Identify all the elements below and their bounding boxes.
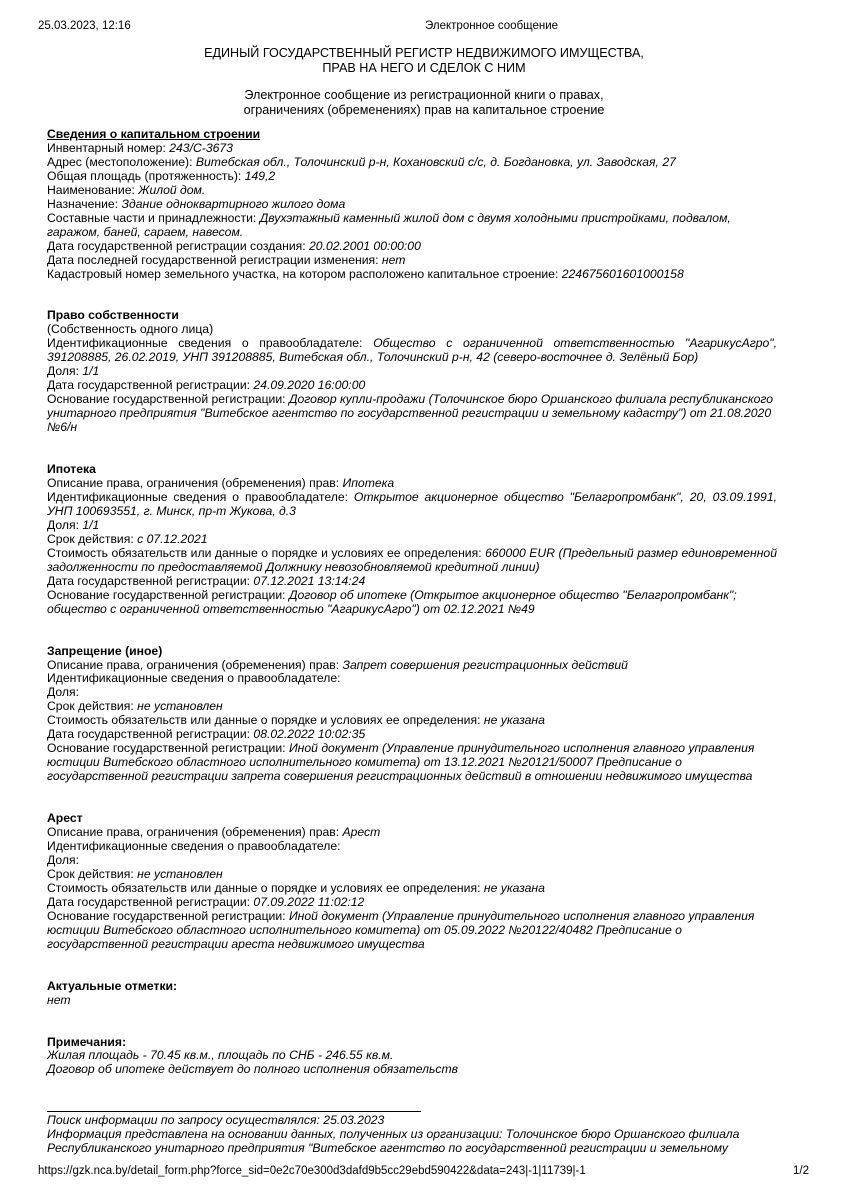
ownership-reg-date-field [47, 379, 777, 393]
name-value: Жилой дом. [138, 182, 206, 197]
area-field [47, 170, 777, 184]
reg-changed-label: Дата последней государственной регистрации изменения: [47, 252, 382, 267]
mortgage-reg-date-field [47, 575, 777, 589]
mortgage-term-label: Срок действия: [47, 531, 138, 546]
purpose-label: Назначение: [47, 196, 122, 211]
notes-line2: Договор об ипотеке действует до полного исполнения обязательств [47, 1062, 459, 1077]
footnote-separator [47, 1111, 421, 1112]
mortgage-desc-value: Ипотека [342, 476, 395, 491]
mortgage-section-title: Ипотека [47, 462, 96, 477]
prohibition-term-field [47, 700, 777, 714]
arrest-share-label: Доля: [47, 852, 79, 867]
ownership-share-label: Доля: [47, 364, 83, 379]
reg-created-label: Дата государственной регистрации создания: [47, 238, 310, 253]
document-title-line1: ЕДИНЫЙ ГОСУДАРСТВЕННЫЙ РЕГИСТР НЕДВИЖИМОГО ИМУЩЕСТВА, [204, 46, 644, 60]
ownership-holder-label: Идентификационные сведения о правообладателе: [47, 336, 374, 351]
area-value: 149,2 [244, 168, 276, 183]
inventory-field [47, 142, 777, 156]
arrest-reg-date-field [47, 896, 777, 910]
arrest-desc-field [47, 826, 777, 840]
building-section-title: Сведения о капитальном строении [47, 127, 261, 141]
mortgage-cost-label: Стоимость обязательств или данные о порядке и условиях ее определения: [47, 545, 486, 560]
mortgage-share-field [47, 519, 777, 533]
inventory-value: 243/C-3673 [169, 140, 233, 155]
arrest-reg-date-value: 07.09.2022 11:02:12 [253, 894, 365, 909]
cadastral-label: Кадастровый номер земельного участка, на котором расположено капитальное строение: [47, 266, 562, 281]
document-title [0, 46, 848, 76]
arrest-basis-field [47, 910, 777, 952]
arrest-cost-label: Стоимость обязательств или данные о порядке и условиях ее определения: [47, 880, 484, 895]
reg-changed-value: нет [381, 252, 406, 267]
mortgage-holder-field [47, 491, 777, 519]
address-field [47, 156, 777, 170]
mortgage-holder-value: Открытое акционерное общество "Белагропромбанк", 20, 03.09.1991, УНП 100693551, г. Минск, пр-т Жукова, д.3 [47, 489, 777, 518]
prohibition-holder-label: Идентификационные сведения о правообладателе: [47, 671, 341, 686]
document-subtitle-line2: ограничениях (обременениях) прав на капитальное строение [243, 103, 605, 117]
prohibition-term-value: не установлен [137, 699, 223, 714]
mortgage-desc-label: Описание права, ограничения (обременения) прав: [47, 476, 343, 491]
address-value: Витебская обл., Толочинский р-н, Кохановский с/с, д. Богдановка, ул. Заводская, 27 [195, 154, 676, 169]
document-subtitle [0, 88, 848, 118]
arrest-cost-value: не указана [483, 880, 545, 895]
prohibition-section [47, 645, 777, 785]
ownership-basis-value: Договор купли-продажи (Толочинское бюро Оршанского филиала республиканского унитарного предприятия "Витебское агентство по государственной регистрации и земельному кадастру") от 21.08.2020 №6/н [47, 392, 773, 435]
reg-changed-field [47, 254, 777, 268]
mortgage-basis-value: Договор об ипотеке (Открытое акционерное общество "Белагропромбанк"; общество с ограниченной ответственностью "АгарикусАгро") от 02.12.2021 №49 [47, 587, 737, 616]
address-label: Адрес (местоположение): [47, 154, 196, 169]
notes-section [47, 1036, 777, 1078]
prohibition-share-label: Доля: [47, 685, 79, 700]
print-datetime: 25.03.2023, 12:16 [38, 20, 131, 32]
page-number: 1/2 [793, 1165, 809, 1177]
ownership-section [47, 309, 777, 435]
inventory-label: Инвентарный номер: [47, 140, 170, 155]
ownership-holder-field [47, 337, 777, 365]
arrest-basis-value: Иной документ (Управление принудительного исполнения главного управления юстиции Витебского областного исполнительного комитета) от 05.09.2022 №20122/40482 Предписание о государственной регистрации ареста недвижимого имущества [47, 908, 755, 951]
parts-label: Составные части и принадлежности: [47, 210, 260, 225]
notes-section-title: Примечания: [47, 1034, 127, 1049]
prohibition-desc-label: Описание права, ограничения (обременения) прав: [47, 657, 343, 672]
arrest-section [47, 812, 777, 952]
prohibition-cost-value: не указана [483, 713, 545, 728]
purpose-value: Здание одноквартирного жилого дома [121, 196, 346, 211]
mortgage-cost-value: 660000 EUR (Предельный размер единовременной задолженности по предоставляемой Должнику невозобновляемой кредитной линии) [47, 545, 777, 574]
arrest-desc-label: Описание права, ограничения (обременения) прав: [47, 825, 343, 840]
mortgage-cost-field [47, 547, 777, 575]
print-url: https://gzk.nca.by/detail_form.php?force_sid=0e2c70e300d3dafd9b5cc29ebd590422&data=243|-1|11739|-1 [38, 1165, 586, 1177]
building-section [47, 128, 777, 281]
footnote-line2: Информация представлена на основании данных, полученных из организации: Толочинское бюро Оршанского филиала Республиканского унитарного предприятия "Витебское агентство по государственной регистрации и земельному [47, 1127, 740, 1156]
mortgage-basis-field [47, 589, 777, 617]
prohibition-cost-label: Стоимость обязательств или данные о порядке и условиях ее определения: [47, 713, 484, 728]
prohibition-reg-date-value: 08.02.2022 10:02:35 [253, 727, 366, 742]
ownership-holder-value: Общество с ограниченной ответственностью "АгарикусАгро", 391208885, 26.02.2019, УНП 391208885, Витебская обл., Толочинский р-н, 42 (северо-восточнее д. Зелёный Бор) [47, 336, 777, 365]
mortgage-term-value: с 07.12.2021 [137, 531, 208, 546]
prohibition-cost-field [47, 714, 777, 728]
cadastral-value: 224675601601000158 [561, 266, 684, 281]
mortgage-reg-date-label: Дата государственной регистрации: [47, 573, 254, 588]
prohibition-term-label: Срок действия: [47, 699, 138, 714]
parts-field [47, 212, 777, 240]
arrest-section-title: Арест [47, 811, 83, 826]
ownership-share-value: 1/1 [82, 364, 100, 379]
document-title-line2: ПРАВ НА НЕГО И СДЕЛОК С НИМ [322, 61, 526, 75]
marks-section-title: Актуальные отметки: [47, 978, 178, 993]
mortgage-share-value: 1/1 [82, 517, 100, 532]
mortgage-section [47, 463, 777, 616]
reg-created-value: 20.02.2001 00:00:00 [309, 238, 421, 253]
ownership-share-field [47, 365, 777, 379]
prohibition-basis-field [47, 742, 777, 784]
name-label: Наименование: [47, 182, 139, 197]
document-body [47, 128, 777, 1156]
ownership-subtitle: (Собственность одного лица) [47, 322, 214, 337]
mortgage-holder-label: Идентификационные сведения о правообладателе: [47, 489, 354, 504]
reg-created-field [47, 240, 777, 254]
mortgage-desc-field [47, 477, 777, 491]
footnote-line1: Поиск информации по запросу осуществлялся: 25.03.2023 [47, 1113, 385, 1128]
purpose-field [47, 198, 777, 212]
mortgage-term-field [47, 533, 777, 547]
prohibition-basis-value: Иной документ (Управление принудительного исполнения главного управления юстиции Витебского областного исполнительного комитета) от 13.12.2021 №20121/50007 Предписание о государственной регистрации запрета совершения регистрационных действий в отношении недвижимого имущества [47, 741, 755, 784]
arrest-reg-date-label: Дата государственной регистрации: [47, 894, 254, 909]
mortgage-share-label: Доля: [47, 517, 83, 532]
prohibition-reg-date-field [47, 728, 777, 742]
arrest-cost-field [47, 882, 777, 896]
prohibition-basis-label: Основание государственной регистрации: [47, 741, 289, 756]
document-subtitle-line1: Электронное сообщение из регистрационной книги о правах, [244, 88, 604, 102]
prohibition-section-title: Запрещение (иное) [47, 643, 163, 658]
ownership-reg-date-label: Дата государственной регистрации: [47, 378, 254, 393]
ownership-reg-date-value: 24.09.2020 16:00:00 [253, 378, 366, 393]
area-label: Общая площадь (протяженность): [47, 168, 245, 183]
arrest-term-label: Срок действия: [47, 866, 138, 881]
mortgage-reg-date-value: 07.12.2021 13:14:24 [253, 573, 366, 588]
ownership-section-title: Право собственности [47, 308, 179, 323]
ownership-basis-field [47, 393, 777, 435]
mortgage-basis-label: Основание государственной регистрации: [47, 587, 289, 602]
parts-value: Двухэтажный каменный жилой дом с двумя холодными пристройками, подвалом, гаражом, баней, сараем, навесом. [47, 210, 731, 239]
print-header-title: Электронное сообщение [425, 20, 559, 32]
arrest-desc-value: Арест [342, 825, 381, 840]
notes-line1: Жилая площадь - 70.45 кв.м., площадь по СНБ - 246.55 кв.м. [47, 1048, 394, 1063]
cadastral-field [47, 268, 777, 282]
prohibition-reg-date-label: Дата государственной регистрации: [47, 727, 254, 742]
ownership-basis-label: Основание государственной регистрации: [47, 392, 289, 407]
prohibition-desc-value: Запрет совершения регистрационных действий [342, 657, 628, 672]
arrest-term-field [47, 868, 777, 882]
marks-value: нет [47, 992, 71, 1007]
arrest-holder-label: Идентификационные сведения о правообладателе: [47, 838, 341, 853]
marks-section [47, 980, 777, 1008]
arrest-basis-label: Основание государственной регистрации: [47, 908, 289, 923]
arrest-term-value: не установлен [137, 866, 223, 881]
footnote [47, 1114, 777, 1156]
name-field [47, 184, 777, 198]
prohibition-desc-field [47, 659, 777, 673]
